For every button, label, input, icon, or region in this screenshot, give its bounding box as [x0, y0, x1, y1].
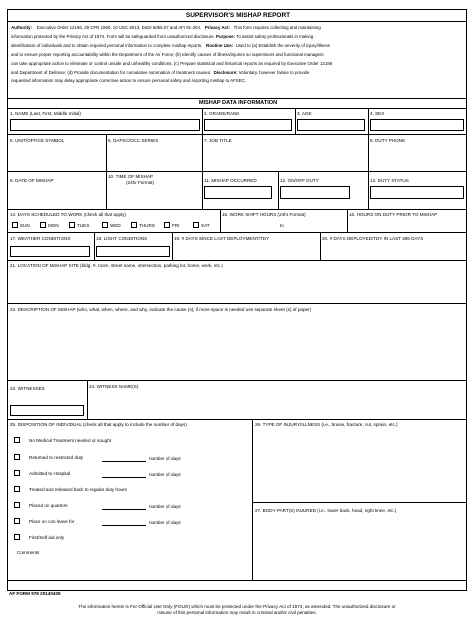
duty-phone-label: 8. DUTY PHONE — [370, 138, 406, 143]
age-label: 3. AGE — [297, 111, 312, 116]
con-leave-days-line[interactable] — [102, 525, 146, 526]
sex-input[interactable] — [370, 119, 464, 131]
divider — [8, 21, 466, 22]
checkbox-con-leave[interactable] — [14, 518, 20, 524]
con-leave-label: Place on con leave for — [29, 519, 75, 524]
disposition-label: 25. DISPOSITION OF INDIVIDUAL (check all that apply to include the number of days) — [10, 422, 187, 427]
admitted-label: Admitted to Hospital — [29, 471, 71, 476]
age-input[interactable] — [297, 119, 365, 131]
checkbox-no-treatment[interactable] — [14, 437, 20, 443]
days-scheduled-label: 14. DAYS SCHEDULED TO WORK (check all that apply) — [10, 212, 126, 217]
mishap-occurred-input[interactable] — [204, 186, 272, 199]
witnesses-label: 23. WITNESSES — [10, 386, 45, 391]
grade-input[interactable] — [204, 119, 292, 131]
name-input[interactable] — [10, 119, 200, 131]
duty-status-label: 13. DUTY STATUS — [370, 178, 409, 183]
day-label-thurs: THURS — [139, 223, 155, 228]
form-number: AF FORM 978 20140409 — [9, 591, 61, 596]
divider — [8, 108, 466, 109]
quarters-number-of-days: number of days — [149, 504, 181, 509]
checkbox-sun[interactable] — [12, 222, 18, 228]
con-leave-number-of-days: number of days — [149, 520, 181, 525]
quarters-days-line[interactable] — [102, 509, 146, 510]
weather-input[interactable] — [10, 246, 90, 257]
grade-label: 2. GRADE/RANK — [204, 111, 240, 116]
checkbox-restricted-duty[interactable] — [14, 454, 20, 460]
privacy-statement: Authority: Executive Order 12196, 29 CFR 1960, 10 USC 8013, DoDI 6055.07 and AFI 91-204. Privacy Act: This form requires collecting and maintaining information protected by the Privacy Act of 1974. Form will be safeguarded from unauthorized disclosure. Purpose: To assist safety professionals in making identification of individuals and to obtain required personal information to complete mishap reports. Routine Use: Used to (a) Establish the severity of injury/illness and to ensure proper reporting accountability within the Department of the Air Force; (b) Identify causes of illness/injuries so supervisors and functional managers can take appropriate action to eliminate or control unsafe and unhealthy conditions; (c) Prepare statistical and historical reports as required by Executive Order 12196 and Department of Defense; (d) Provide documentation for cumulative summation of treatment causes. Disclosure: Voluntary, however failure to provide requested information may delay appropriate corrective action to ensure personal safety and reporting mishap to AFSEC. — [11, 25, 333, 84]
admitted-days-line[interactable] — [102, 477, 146, 478]
time-format-label: (24hr Format) — [126, 180, 155, 185]
checkbox-wed[interactable] — [102, 222, 108, 228]
days-deployed-label: 20. # DAYS DEPLOYED/TDY IN LAST 365 DAYS — [322, 236, 424, 241]
checkbox-sat[interactable] — [193, 222, 199, 228]
checkbox-tues[interactable] — [69, 222, 75, 228]
days-since-deployment-label: 19. # DAYS SINCE LAST DEPLOYMENT/TDY — [174, 236, 270, 241]
day-label-tues: TUES — [77, 223, 90, 228]
witnesses-input[interactable] — [10, 405, 84, 416]
hours-on-duty-label: 16. HOURS ON DUTY PRIOR TO MISHAP — [349, 212, 438, 217]
admitted-number-of-days: number of days — [149, 472, 181, 477]
light-label: 18. LIGHT CONDITIONS — [96, 236, 148, 241]
shift-to-label: to — [280, 223, 284, 228]
form-title: SUPERVISOR'S MISHAP REPORT — [185, 12, 291, 19]
name-label: 1. NAME (Last, First, Middle Initial) — [10, 111, 81, 116]
checkbox-treated-released[interactable] — [14, 486, 20, 492]
light-input[interactable] — [96, 246, 170, 257]
day-label-mon: MON — [48, 223, 59, 228]
date-label: 9. DATE OF MISHAP — [10, 178, 54, 183]
on-off-duty-label: 12. ON/OFF DUTY — [280, 178, 319, 183]
quarters-label: Placed on quarters — [29, 503, 68, 508]
description-label: 22. DESCRIPTION OF MISHAP (who, what, when, where, and why, indicate the cause (s); if more space is needed use separate sheet (s) of paper) — [10, 307, 312, 312]
job-title-label: 7. JOB TITLE — [204, 138, 232, 143]
checkbox-quarters[interactable] — [14, 502, 20, 508]
restricted-duty-label: Returned to restricted duty — [29, 455, 84, 460]
restricted-number-of-days: number of days — [149, 456, 181, 461]
checkbox-first-aid[interactable] — [14, 534, 20, 540]
no-treatment-label: No Medical Treatment needed or sought — [29, 438, 111, 443]
fouo-notice: The information herein is For Official Use Only (FOUO) which must be protected under the Privacy Act of 1974, as amended. The unauthorized disclosure or misuse of this personal information may result in criminal and/or civil penalties. — [78, 604, 396, 616]
dafsc-label: 6. DAFSC/OCC SERIES — [108, 138, 159, 143]
treated-released-label: Treated and released back to regular duty hours — [29, 487, 127, 492]
checkbox-fri[interactable] — [164, 222, 170, 228]
checkbox-thurs[interactable] — [131, 222, 137, 228]
unit-label: 5. UNIT/OFFICE SYMBOL — [10, 138, 65, 143]
section-title: MISHAP DATA INFORMATION — [198, 100, 278, 106]
restricted-days-line[interactable] — [102, 461, 146, 462]
day-label-wed: WED — [110, 223, 121, 228]
day-label-sun: SUN — [20, 223, 30, 228]
duty-status-input[interactable] — [370, 186, 464, 199]
witness-names-label: 24. WITNESS NAME(S) — [89, 384, 139, 389]
weather-label: 17. WEATHER CONDITIONS — [10, 236, 71, 241]
comments-label: Comments — [17, 550, 40, 555]
sex-label: 4. SEX — [370, 111, 385, 116]
mishap-occurred-label: 11. MISHAP OCCURRED — [204, 178, 257, 183]
first-aid-label: First/Self aid only — [29, 535, 65, 540]
on-off-duty-input[interactable] — [280, 186, 350, 199]
body-parts-label: 27. BODY PART(S) INJURED (i.e., lower back, head, right knee, etc.) — [255, 508, 397, 513]
day-label-fri: FRI — [172, 223, 180, 228]
work-shift-label: 15. WORK SHIFT HOURS (24hr Format) — [222, 212, 306, 217]
location-label: 21. LOCATION OF MISHAP SITE (bldg. #, room, street name, intersection, parking lot, home, work, etc.) — [10, 263, 223, 268]
injury-type-label: 26. TYPE OF INJURY/ILLNESS (i.e., bruise, fracture, cut, sprain, etc.) — [255, 422, 398, 427]
divider — [8, 98, 466, 99]
day-label-sat: SAT — [201, 223, 210, 228]
mishap-report-form — [7, 9, 467, 591]
checkbox-admitted[interactable] — [14, 470, 20, 476]
checkbox-mon[interactable] — [40, 222, 46, 228]
time-label: 10. TIME OF MISHAP — [108, 174, 154, 179]
